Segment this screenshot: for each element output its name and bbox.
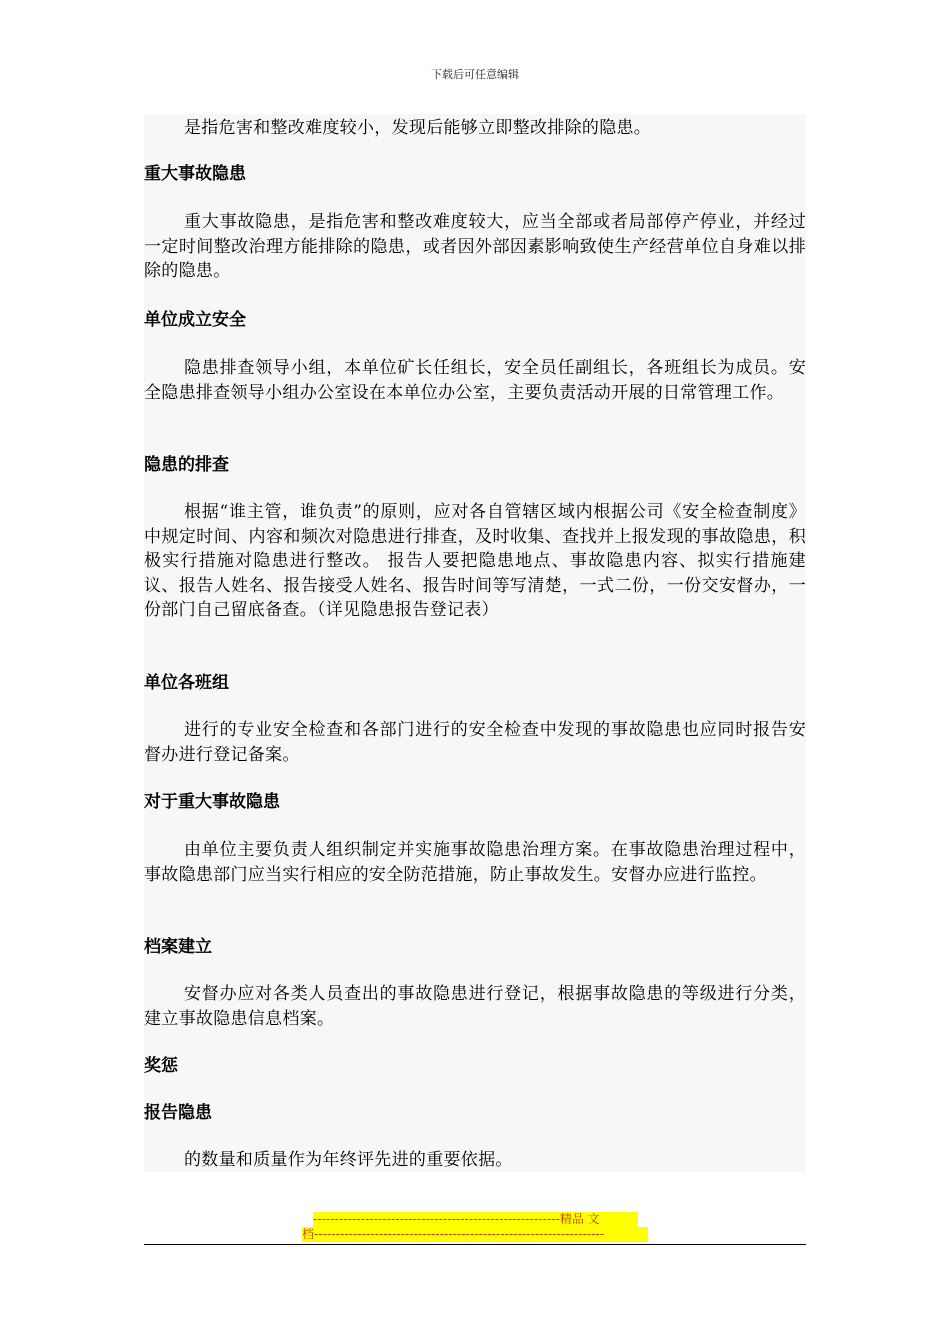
document-body [144, 114, 806, 1172]
heading-rewards: 奖惩 [144, 1056, 178, 1076]
paragraph-team-groups: 进行的专业安全检查和各部门进行的安全检查中发现的事故隐患也应同时报告安督办进行登记备案。 [144, 720, 806, 765]
footer-watermark-line2: 档------------------------------------------------------------------- [302, 1227, 648, 1242]
footer-watermark-line1: ---------------------------------------------------------精品 文 [313, 1212, 638, 1227]
heading-major-hazard-handling: 对于重大事故隐患 [144, 792, 280, 812]
paragraph-archive: 安督办应对各类人员查出的事故隐患进行登记，根据事故隐患的等级进行分类，建立事故隐患信息档案。 [144, 984, 806, 1029]
footer-divider [144, 1244, 806, 1245]
heading-archive: 档案建立 [144, 937, 212, 957]
heading-safety-group: 单位成立安全 [144, 310, 246, 330]
heading-major-hazard: 重大事故隐患 [144, 164, 246, 184]
page-header: 下载后可任意编辑 [431, 68, 519, 81]
heading-team-groups: 单位各班组 [144, 673, 229, 693]
paragraph-report-hazard: 的数量和质量作为年终评先进的重要依据。 [184, 1150, 513, 1170]
paragraph-minor-hazard: 是指危害和整改难度较小，发现后能够立即整改排除的隐患。 [184, 118, 652, 138]
heading-hazard-inspection: 隐患的排查 [144, 455, 229, 475]
paragraph-major-hazard: 重大事故隐患，是指危害和整改难度较大，应当全部或者局部停产停业，并经过一定时间整改治理方能排除的隐患，或者因外部因素影响致使生产经营单位自身难以排除的隐患。 [144, 212, 806, 281]
heading-report-hazard: 报告隐患 [144, 1103, 212, 1123]
paragraph-hazard-inspection: 根据“谁主管，谁负责”的原则，应对各自管辖区域内根据公司《安全检查制度》中规定时间、内容和频次对隐患进行排查，及时收集、查找并上报发现的事故隐患，积极实行措施对隐患进行整改。 报告人要把隐患地点、事故隐患内容、拟实行措施建议、报告人姓名、报告接受人姓名、报告时间等写清楚，一式二份，一份交安督办，一份部门自己留底备查。（详见隐患报告登记表） [144, 502, 806, 620]
paragraph-major-hazard-handling: 由单位主要负责人组织制定并实施事故隐患治理方案。在事故隐患治理过程中，事故隐患部门应当实行相应的安全防范措施，防止事故发生。安督办应进行监控。 [144, 840, 806, 885]
paragraph-safety-group: 隐患排查领导小组，本单位矿长任组长，安全员任副组长，各班组长为成员。安全隐患排查领导小组办公室设在本单位办公室，主要负责活动开展的日常管理工作。 [144, 358, 806, 403]
